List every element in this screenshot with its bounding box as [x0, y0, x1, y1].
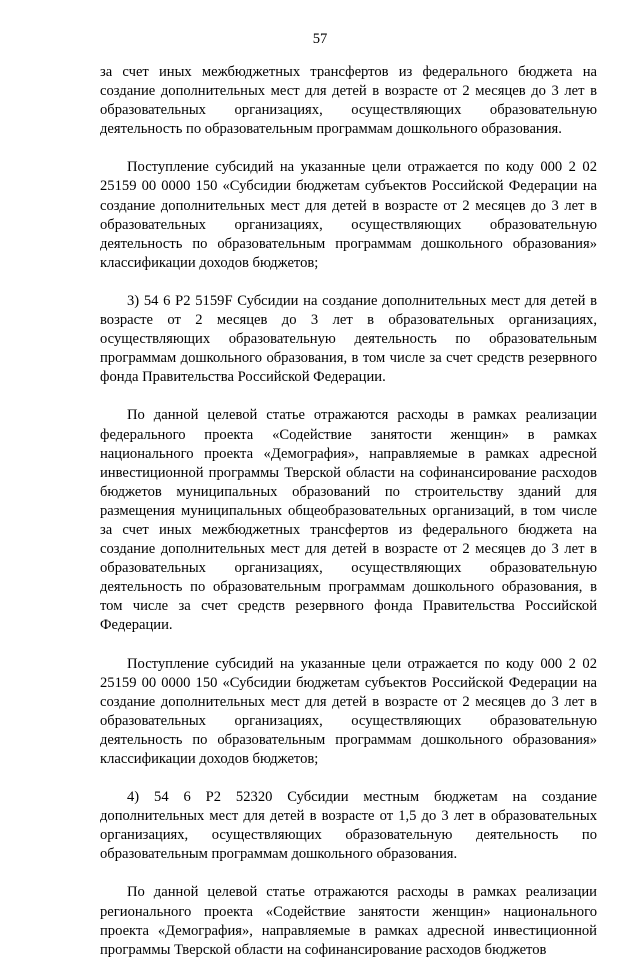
paragraph-continuation: за счет иных межбюджетных трансфертов из федерального бюджета на создание дополнительных мест для детей в возрасте от 2 месяцев до 3 лет в образовательных организациях, осуществляющих образовательную деятельность по образовательным программам дошкольного образования.: [100, 64, 597, 138]
page-number: 57: [312, 31, 328, 47]
paragraph-subsidy-code-1: Поступление субсидий на указанные цели отражается по коду 000 2 02 25159 00 0000 150 «Субсидии бюджетам субъектов Российской Федерации на создание дополнительных мест для детей в возрасте от 2 месяцев до 3 лет в образовательных организациях, осуществляющих образовательную деятельность по образовательным программам дошкольного образования» классификации доходов бюджетов;: [100, 159, 597, 271]
paragraph-target-article-2: По данной целевой статье отражаются расходы в рамках реализации регионального проекта «Содействие занятости женщин» национального проекта «Демография», направляемые в рамках адресной инвестиционной программы Тверской области на софинансирование расходов бюджетов: [100, 884, 597, 958]
paragraph-item-4: 4) 54 6 P2 52320 Субсидии местным бюджетам на создание дополнительных мест для детей в возрасте от 1,5 до 3 лет в образовательных организациях, осуществляющих образовательную деятельность по образовательным программам дошкольного образования.: [100, 789, 597, 863]
page-body: [100, 63, 597, 979]
paragraph-item-3: 3) 54 6 P2 5159F Субсидии на создание дополнительных мест для детей в возрасте от 2 месяцев до 3 лет в образовательных организациях, осуществляющих образовательную деятельность по образовательным программам дошкольного образования, в том числе за счет средств резервного фонда Правительства Российской Федерации.: [100, 292, 597, 386]
paragraph-subsidy-code-2: Поступление субсидий на указанные цели отражается по коду 000 2 02 25159 00 0000 150 «Субсидии бюджетам субъектов Российской Федерации на создание дополнительных мест для детей в возрасте от 2 месяцев до 3 лет в образовательных организациях, осуществляющих образовательную деятельность по образовательным программам дошкольного образования» классификации доходов бюджетов;: [100, 655, 597, 767]
paragraph-target-article-1: По данной целевой статье отражаются расходы в рамках реализации федерального проекта «Содействие занятости женщин» в рамках национального проекта «Демография», направляемые в рамках адресной инвестиционной программы Тверской области на софинансирование расходов бюджетов муниципальных образований по строительству зданий для размещения муниципальных общеобразовательных организаций, в том числе за счет иных межбюджетных трансфертов из федерального бюджета на создание дополнительных мест для детей в возрасте от 2 месяцев до 3 лет в образовательных организациях, осуществляющих образовательную деятельность по образовательным программам дошкольного образования, в том числе за счет средств резервного фонда Правительства Российской Федерации.: [100, 407, 597, 634]
